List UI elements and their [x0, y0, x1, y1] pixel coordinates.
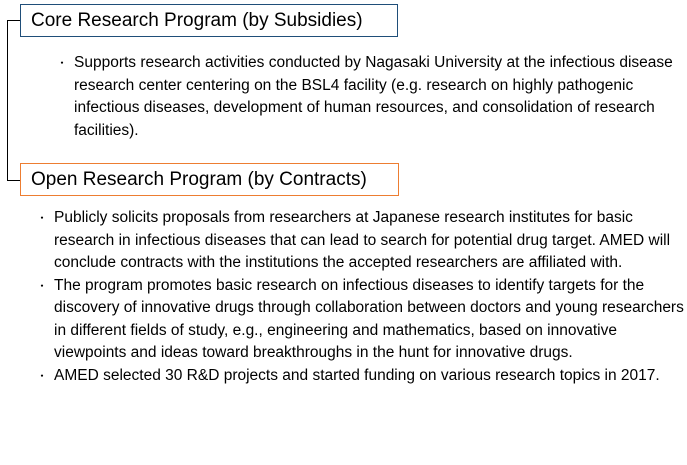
- open-program-bullet-1: ・ Publicly solicits proposals from researchers at Japanese research institutes for basic research in infectious diseases that can lead to search for potential drug target. AMED will conclude contracts with the institutions the accepted researchers are affiliated with.: [44, 207, 684, 275]
- core-program-title: Core Research Program (by Subsidies): [31, 10, 363, 31]
- open-program-title: Open Research Program (by Contracts): [31, 169, 367, 190]
- core-program-title-box: [20, 4, 398, 37]
- open-program-title-box: [20, 163, 399, 196]
- tree-connector-line: [7, 20, 8, 180]
- tree-connector-branch-core: [7, 20, 21, 21]
- tree-connector-branch-open: [7, 180, 21, 181]
- open-program-bullet-3: ・ AMED selected 30 R&D projects and started funding on various research topics in 2017.: [44, 365, 684, 388]
- open-program-bullet-2: ・ The program promotes basic research on infectious diseases to identify targets for the discovery of innovative drugs through collaboration between doctors and young researchers in different fields of study, e.g., engineering and mathematics, based on innovative viewpoints and ideas toward breakthroughs in the hunt for innovative drugs.: [44, 275, 684, 365]
- core-program-bullet: ・ Supports research activities conducted by Nagasaki University at the infectious disease research center centering on the BSL4 facility (e.g. research on highly pathogenic infectious diseases, development of human resources, and consolidation of research facilities).: [64, 52, 686, 142]
- open-program-description: [44, 207, 684, 387]
- core-program-description: [64, 52, 686, 142]
